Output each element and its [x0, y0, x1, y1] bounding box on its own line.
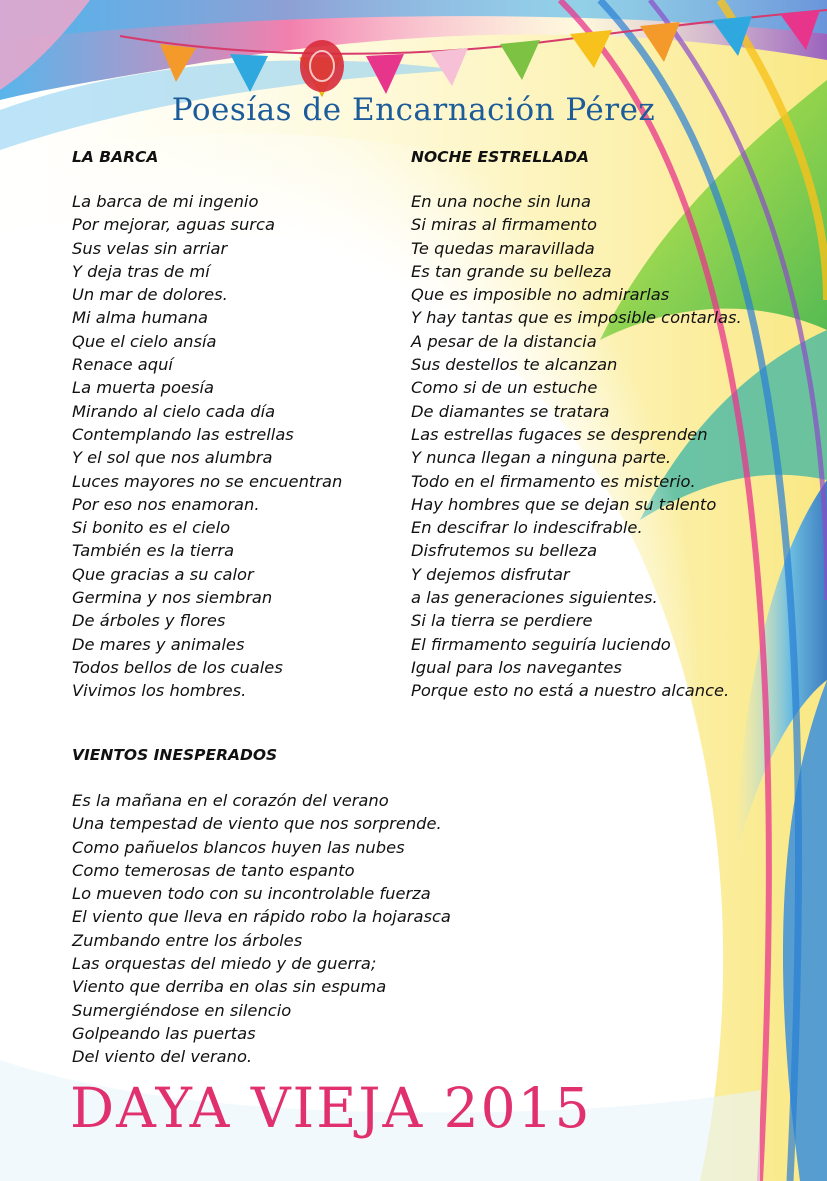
poem-line: Como pañuelos blancos huyen las nubes [72, 837, 405, 857]
poem-line: Una tempestad de viento que nos sorprende. [72, 814, 442, 834]
poem-line: Las estrellas fugaces se desprenden [411, 424, 708, 444]
poem-line: Sus destellos te alcanzan [411, 355, 618, 375]
poem-line: Mi alma humana [72, 308, 209, 328]
poem-line: Por mejorar, aguas surca [72, 215, 275, 235]
poem-line: Que es imposible no admirarlas [411, 285, 670, 305]
poem-line: En una noche sin luna [411, 192, 591, 211]
poem-line: Que el cielo ansía [72, 331, 217, 351]
poem-line: Contemplando las estrellas [72, 424, 294, 444]
poem-line: Y el sol que nos alumbra [72, 448, 273, 468]
poem-line: Germina y nos siembran [72, 588, 273, 608]
poem-line: Igual para los navegantes [411, 657, 622, 677]
poem-line: Disfrutemos su belleza [411, 541, 598, 561]
poem-title: NOCHE ESTRELLADA [411, 148, 589, 166]
poem-line: Si bonito es el cielo [72, 518, 231, 538]
poem-noche-estrellada [411, 146, 811, 703]
poem-line: Las orquestas del miedo y de guerra; [72, 954, 377, 974]
poem-line: En descifrar lo indescifrable. [411, 518, 643, 538]
poem-line: De mares y animales [72, 634, 245, 654]
poem-line: Vivimos los hombres. [72, 681, 247, 701]
poem-line: El viento que lleva en rápido robo la hojarasca [72, 907, 451, 927]
poem-line: Como si de un estuche [411, 378, 598, 398]
poem-line: Si miras al firmamento [411, 215, 598, 235]
poem-line: Por eso nos enamoran. [72, 494, 260, 514]
poem-lines [72, 789, 592, 1069]
poem-line: Si la tierra se perdiere [411, 611, 593, 631]
poem-line: Y dejemos disfrutar [411, 564, 570, 584]
poem-line: Un mar de dolores. [72, 285, 228, 305]
poem-line: Golpeando las puertas [72, 1023, 256, 1043]
poem-line: A pesar de la distancia [411, 331, 597, 351]
poem-line: Sumergiéndose en silencio [72, 1000, 292, 1020]
event-footer-title: DAYA VIEJA 2015 [70, 1076, 592, 1140]
poem-line: Te quedas maravillada [411, 238, 595, 258]
poem-line: Y deja tras de mí [72, 261, 210, 281]
poem-line: Zumbando entre los árboles [72, 930, 303, 950]
poem-line: La barca de mi ingenio [72, 192, 259, 211]
poem-line: Y nunca llegan a ninguna parte. [411, 448, 672, 468]
poem-lines [411, 190, 811, 703]
poem-line: Del viento del verano. [72, 1047, 253, 1067]
poem-line: Todos bellos de los cuales [72, 657, 283, 677]
poem-line: Hay hombres que se dejan su talento [411, 494, 717, 514]
poem-title: LA BARCA [72, 148, 159, 166]
poem-line: Es la mañana en el corazón del verano [72, 791, 389, 810]
poem-line: De diamantes se tratara [411, 401, 610, 421]
poem-line: Lo mueven todo con su incontrolable fuerza [72, 884, 431, 904]
poem-line: Renace aquí [72, 355, 173, 375]
poem-la-barca [72, 146, 392, 703]
poem-line: Es tan grande su belleza [411, 261, 612, 281]
poem-vientos-inesperados [72, 744, 592, 1069]
poem-line: Luces mayores no se encuentran [72, 471, 343, 491]
poem-line: Mirando al cielo cada día [72, 401, 276, 421]
poem-line: Porque esto no está a nuestro alcance. [411, 681, 730, 701]
page-title: Poesías de Encarnación Pérez [171, 92, 656, 128]
poem-line: Como temerosas de tanto espanto [72, 860, 355, 880]
poem-line: El firmamento seguiría luciendo [411, 634, 671, 654]
poem-line: Viento que derriba en olas sin espuma [72, 977, 387, 997]
poem-lines [72, 190, 392, 703]
poem-line: Que gracias a su calor [72, 564, 254, 584]
poem-line: También es la tierra [72, 541, 235, 561]
poem-title: VIENTOS INESPERADOS [72, 746, 278, 764]
poem-line: De árboles y flores [72, 611, 226, 631]
poem-line: Todo en el firmamento es misterio. [411, 471, 696, 491]
poem-line: La muerta poesía [72, 378, 214, 398]
poem-line: Sus velas sin arriar [72, 238, 228, 258]
poem-line: a las generaciones siguientes. [411, 588, 658, 608]
poem-line: Y hay tantas que es imposible contarlas. [411, 308, 742, 328]
